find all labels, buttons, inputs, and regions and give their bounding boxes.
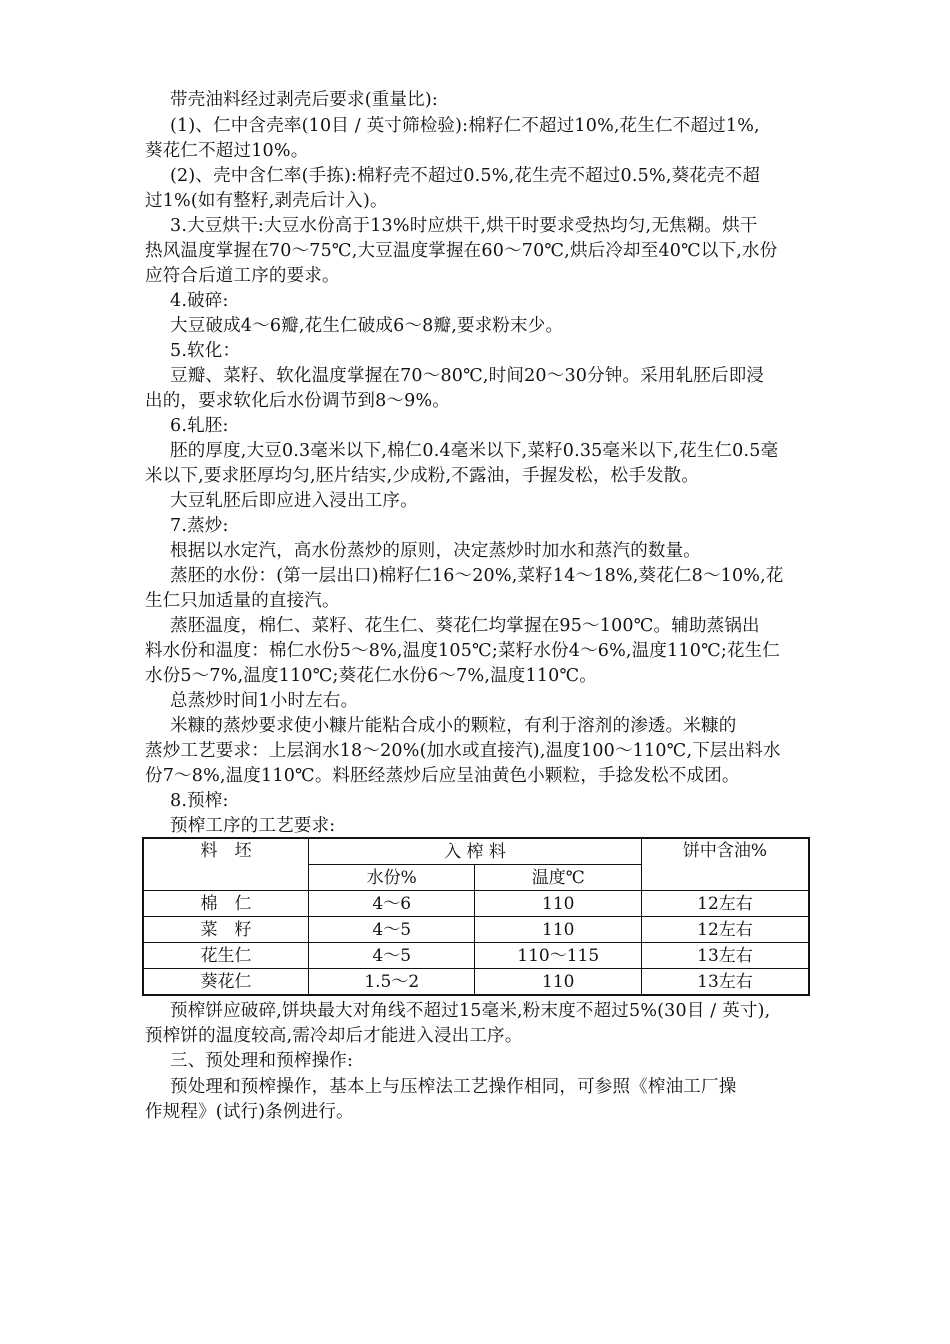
text-line: 总蒸炒时间1小时左右。 <box>170 691 359 711</box>
table-header-row <box>143 838 809 865</box>
header-temp: 温度℃ <box>475 865 642 891</box>
text-line: 热风温度掌握在70～75℃,大豆温度掌握在60～70℃,烘后冷却至40℃以下,水份 <box>145 241 778 261</box>
text-line: (1)、仁中含壳率(10目 / 英寸筛检验):棉籽仁不超过10%,花生仁不超过1%, <box>170 116 760 136</box>
text-line: 带壳油料经过剥壳后要求(重量比): <box>170 90 438 110</box>
text-line: (2)、壳中含仁率(手拣):棉籽壳不超过0.5%,花生壳不超过0.5%,葵花壳不超 <box>170 166 761 186</box>
cell-moisture: 4～6 <box>309 891 475 917</box>
table-row <box>143 891 809 917</box>
table-row <box>143 917 809 943</box>
text-line: 预榨饼的温度较高,需冷却后才能进入浸出工序。 <box>145 1026 523 1046</box>
cell-oil: 13左右 <box>641 943 809 969</box>
cell-material: 葵花仁 <box>143 969 309 996</box>
prepress-table <box>142 837 810 996</box>
cell-temp: 110 <box>475 969 642 996</box>
section-heading: 7.蒸炒: <box>170 516 229 536</box>
section-heading: 8.预榨: <box>170 791 229 811</box>
cell-oil: 13左右 <box>641 969 809 996</box>
header-moisture: 水份% <box>309 865 475 891</box>
text-line: 3.大豆烘干:大豆水份高于13%时应烘干,烘干时要求受热均匀,无焦糊。烘干 <box>170 216 758 236</box>
text-line: 大豆轧胚后即应进入浸出工序。 <box>170 491 418 511</box>
text-line: 蒸胚的水份：(第一层出口)棉籽仁16～20%,菜籽14～18%,葵花仁8～10%,花 <box>170 566 784 586</box>
text-line: 预处理和预榨操作，基本上与压榨法工艺操作相同，可参照《榨油工厂操 <box>170 1077 737 1097</box>
cell-moisture: 4～5 <box>309 943 475 969</box>
cell-moisture: 4～5 <box>309 917 475 943</box>
text-line: 大豆破成4～6瓣,花生仁破成6～8瓣,要求粉末少。 <box>170 316 564 336</box>
header-cake-oil: 饼中含油% <box>641 838 809 891</box>
text-line: 生仁只加适量的直接汽。 <box>145 591 340 611</box>
cell-material: 棉 仁 <box>143 891 309 917</box>
cell-temp: 110 <box>475 917 642 943</box>
text-line: 料水份和温度：棉仁水份5～8%,温度105℃;菜籽水份4～6%,温度110℃;花生仁 <box>145 641 781 661</box>
header-material: 料 坯 <box>143 838 309 891</box>
text-line: 根据以水定汽，高水份蒸炒的原则，决定蒸炒时加水和蒸汽的数量。 <box>170 541 701 561</box>
cell-oil: 12左右 <box>641 891 809 917</box>
text-line: 葵花仁不超过10%。 <box>145 141 309 161</box>
section-heading: 5.软化： <box>170 341 241 361</box>
text-line: 米糠的蒸炒要求使小糠片能粘合成小的颗粒，有利于溶剂的渗透。米糠的 <box>170 716 737 736</box>
cell-moisture: 1.5～2 <box>309 969 475 996</box>
text-line: 米以下,要求胚厚均匀,胚片结实,少成粉,不露油，手握发松，松手发散。 <box>145 466 700 486</box>
text-line: 蒸胚温度，棉仁、菜籽、花生仁、葵花仁均掌握在95～100℃。辅助蒸锅出 <box>170 616 760 636</box>
section-heading: 4.破碎: <box>170 291 229 311</box>
cell-temp: 110～115 <box>475 943 642 969</box>
cell-material: 花生仁 <box>143 943 309 969</box>
text-line: 蒸炒工艺要求：上层润水18～20%(加水或直接汽),温度100～110℃,下层出料水 <box>145 741 781 761</box>
header-input: 入 榨 料 <box>309 838 642 865</box>
text-line: 水份5～7%,温度110℃;葵花仁水份6～7%,温度110℃。 <box>145 666 597 686</box>
cell-material: 菜 籽 <box>143 917 309 943</box>
text-line: 过1%(如有整籽,剥壳后计入)。 <box>145 191 388 211</box>
table-row <box>143 943 809 969</box>
text-line: 豆瓣、菜籽、软化温度掌握在70～80℃,时间20～30分钟。采用轧胚后即浸 <box>170 366 765 386</box>
text-line: 份7～8%,温度110℃。料胚经蒸炒后应呈油黄色小颗粒，手捻发松不成团。 <box>145 766 740 786</box>
section-heading: 6.轧胚: <box>170 416 229 436</box>
text-line: 预榨饼应破碎,饼块最大对角线不超过15毫米,粉末度不超过5%(30目 / 英寸), <box>170 1001 771 1021</box>
cell-oil: 12左右 <box>641 917 809 943</box>
text-line: 胚的厚度,大豆0.3毫米以下,棉仁0.4毫米以下,菜籽0.35毫米以下,花生仁0.5毫 <box>170 441 779 461</box>
cell-temp: 110 <box>475 891 642 917</box>
text-line: 预榨工序的工艺要求: <box>170 816 336 836</box>
text-line: 作规程》(试行)条例进行。 <box>145 1102 354 1122</box>
section-heading: 三、预处理和预榨操作: <box>170 1051 354 1071</box>
text-line: 出的，要求软化后水份调节到8～9%。 <box>145 391 450 411</box>
text-line: 应符合后道工序的要求。 <box>145 266 340 286</box>
table-row <box>143 969 809 996</box>
